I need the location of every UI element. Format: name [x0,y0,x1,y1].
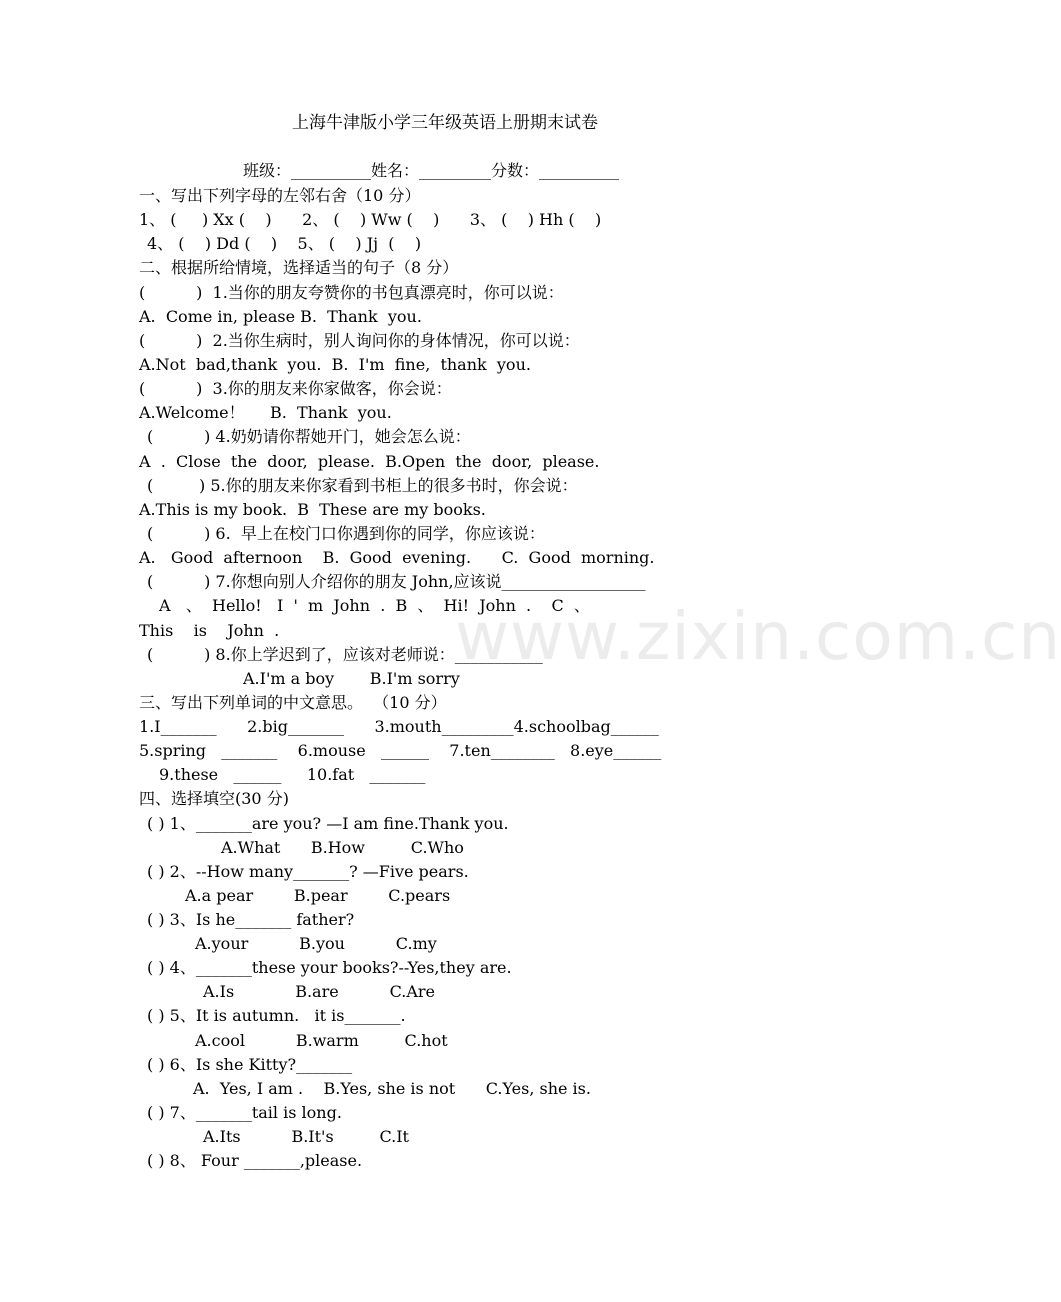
s4-q3: ( ) 3、Is he_______ father? [147,910,355,929]
s3-line-3: 9.these ______ 10.fat _______ [159,765,426,784]
s1-line-1: 1、 ( ) Xx ( ) 2、 ( ) Ww ( ) 3、 ( ) Hh ( ) [139,210,602,229]
s2-q6-opts: A. Good afternoon B. Good evening. C. Good morning. [139,548,655,567]
s4-q4: ( ) 4、_______these your books?--Yes,they are. [147,958,512,977]
s2-q8: ( ) 8.你上学迟到了，应该对老师说：___________ [147,645,543,664]
s2-q2: ( ) 2.当你生病时，别人询问你的身体情况，你可以说： [139,331,580,350]
s2-q4-opts: A . Close the door, please. B.Open the door, please. [139,452,600,471]
s2-q5: ( ) 5.你的朋友来你家看到书柜上的很多书时，你会说： [147,476,578,495]
s4-q1: ( ) 1、_______are you? —I am fine.Thank you. [147,814,509,833]
s4-q6-opts: A. Yes, I am . B.Yes, she is not C.Yes, she is. [193,1079,591,1098]
s4-q6: ( ) 6、Is she Kitty?_______ [147,1055,353,1074]
student-info: 班级：__________姓名：_________分数：__________ [243,161,620,180]
s4-q1-opts: A.What B.How C.Who [221,838,464,857]
title: 上海牛津版小学三年级英语上册期末试卷 [292,113,598,133]
s2-q5-opts: A.This is my book. B These are my books. [139,500,486,519]
section-1-heading: 一、写出下列字母的左邻右舍（10 分） [139,186,421,205]
s2-q1: ( ) 1.当你的朋友夸赞你的书包真漂亮时，你可以说： [139,283,564,302]
s4-q4-opts: A.Is B.are C.Are [203,982,435,1001]
s4-q5-opts: A.cool B.warm C.hot [195,1031,448,1050]
s2-q7: ( ) 7.你想向别人介绍你的朋友 John,应该说__________________ [147,572,646,591]
section-2-heading: 二、根据所给情境，选择适当的句子（8 分） [139,258,459,277]
s4-q8: ( ) 8、 Four _______,please. [147,1151,363,1170]
s2-q8-opts: A.I'm a boy B.I'm sorry [243,669,460,688]
section-4-heading: 四、选择填空(30 分) [139,789,289,808]
s2-q1-opts: A. Come in, please B. Thank you. [139,307,422,326]
s2-q7-opts-b: This is John . [139,621,280,640]
s4-q5: ( ) 5、It is autumn. it is_______. [147,1006,406,1025]
s4-q2-opts: A.a pear B.pear C.pears [185,886,451,905]
watermark: www.zixin.com.cn [455,598,1061,675]
s4-q7-opts: A.Its B.It's C.It [203,1127,409,1146]
section-3-heading: 三、写出下列单词的中文意思。 （10 分） [139,693,447,712]
s4-q7: ( ) 7、_______tail is long. [147,1103,342,1122]
s2-q3: ( ) 3.你的朋友来你家做客，你会说： [139,379,452,398]
s3-line-1: 1.I_______ 2.big_______ 3.mouth_________4.schoolbag______ [139,717,659,736]
s2-q4: ( ) 4.奶奶请你帮她开门，她会怎么说： [147,427,471,446]
s1-line-2: 4、 ( ) Dd ( ) 5、 ( ) Jj ( ) [147,234,422,253]
s2-q3-opts: A.Welcome！ B. Thank you. [139,403,392,422]
s2-q6: ( ) 6. 早上在校门口你遇到你的同学，你应该说： [147,524,545,543]
s2-q2-opts: A.Not bad,thank you. B. I'm fine, thank you. [139,355,531,374]
s2-q7-opts-a: A 、 Hello! I ' m John . B 、 Hi! John . C 、 [159,596,590,615]
s4-q3-opts: A.your B.you C.my [195,934,437,953]
s3-line-2: 5.spring _______ 6.mouse ______ 7.ten________ 8.eye______ [139,741,662,760]
s4-q2: ( ) 2、--How many_______? —Five pears. [147,862,469,881]
